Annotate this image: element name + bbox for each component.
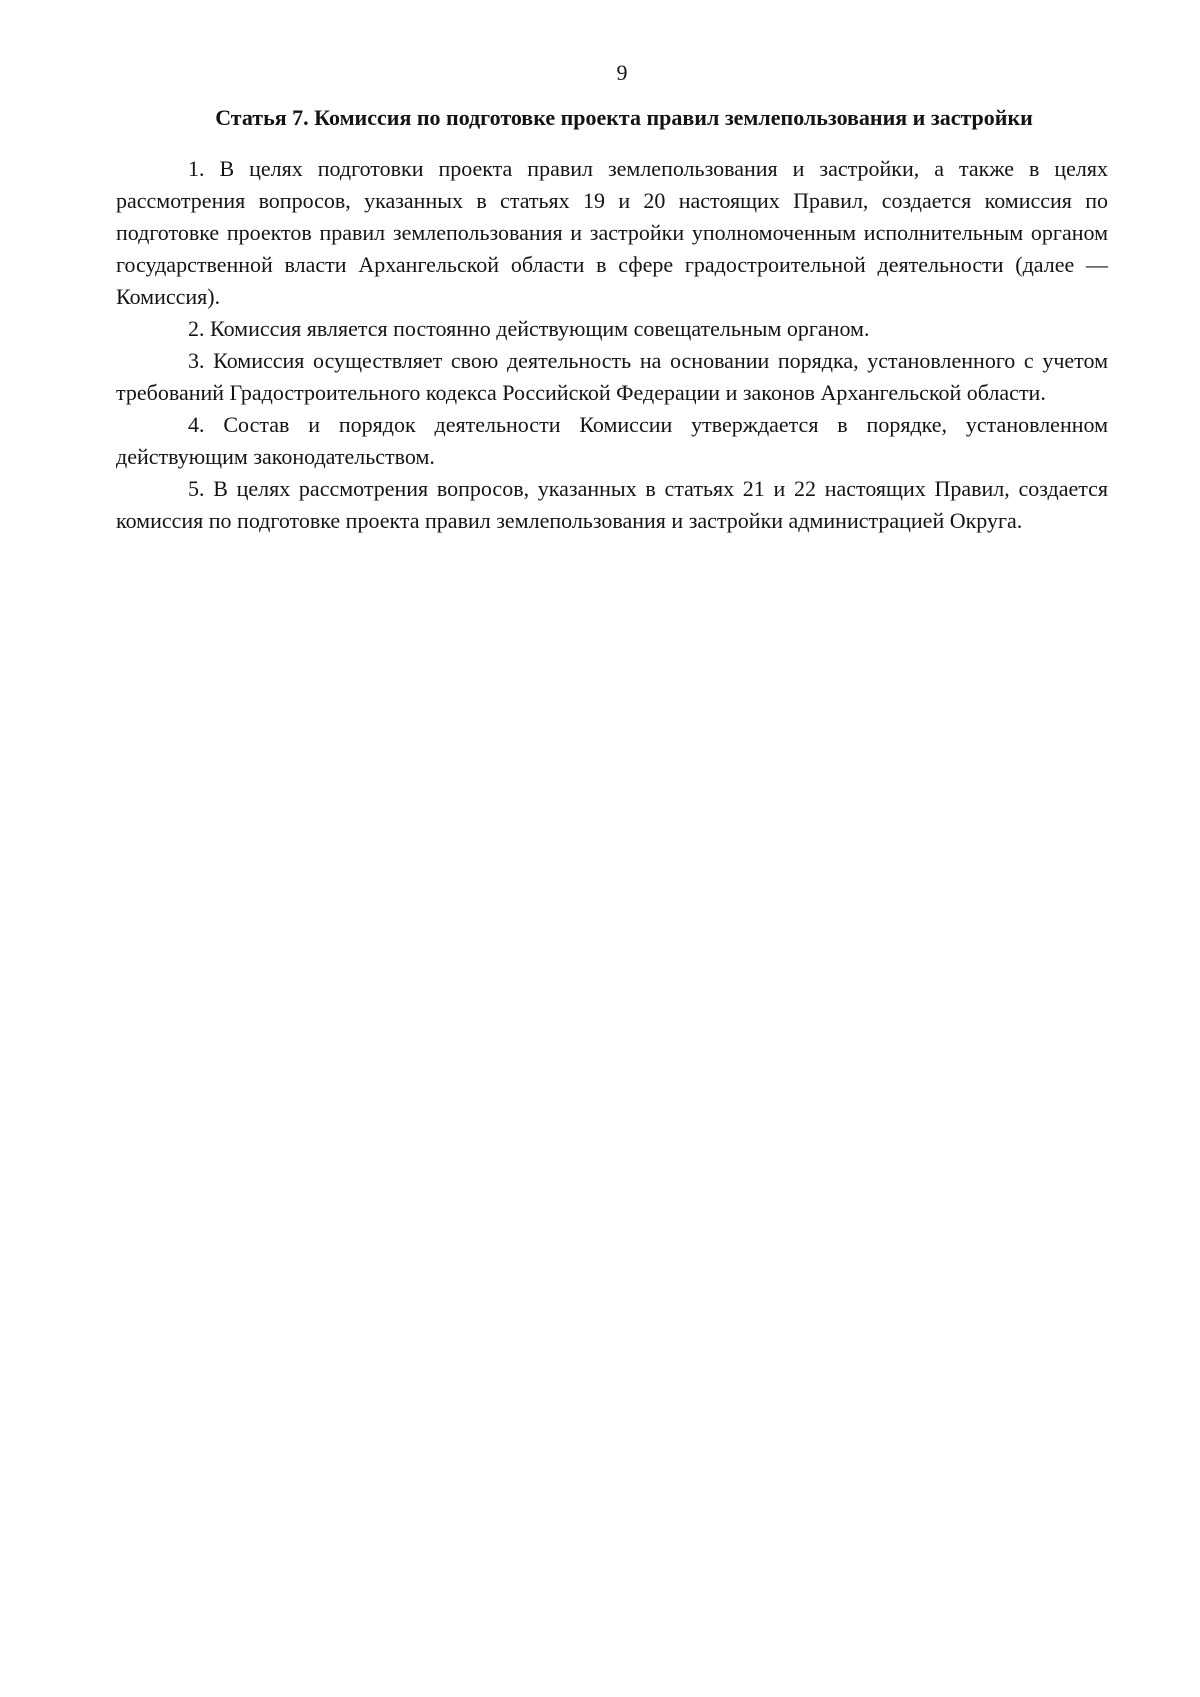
paragraph-5: 5. В целях рассмотрения вопросов, указанных в статьях 21 и 22 настоящих Правил, создается комиссия по подготовке проекта правил землепользования и застройки администрацией Округа.: [116, 476, 1108, 533]
paragraph-2: 2. Комиссия является постоянно действующим совещательным органом.: [188, 316, 870, 341]
page-number: 9: [616, 60, 628, 85]
paragraph-1: 1. В целях подготовки проекта правил землепользования и застройки, а также в целях рассмотрения вопросов, указанных в статьях 19 и 20 настоящих Правил, создается комиссия по подготовке проектов правил землепользования и застройки уполномоченным исполнительным органом государственной власти Архангельской области в сфере градостроительной деятельности (далее — Комиссия).: [116, 156, 1108, 309]
article-body: [116, 153, 1108, 537]
paragraph-4: 4. Состав и порядок деятельности Комиссии утверждается в порядке, установленном действующим законодательством.: [116, 412, 1108, 469]
article-title: Статья 7. Комиссия по подготовке проекта правил землепользования и застройки: [215, 105, 1033, 130]
paragraph-3: 3. Комиссия осуществляет свою деятельность на основании порядка, установленного с учетом требований Градостроительного кодекса Российской Федерации и законов Архангельской области.: [116, 348, 1108, 405]
